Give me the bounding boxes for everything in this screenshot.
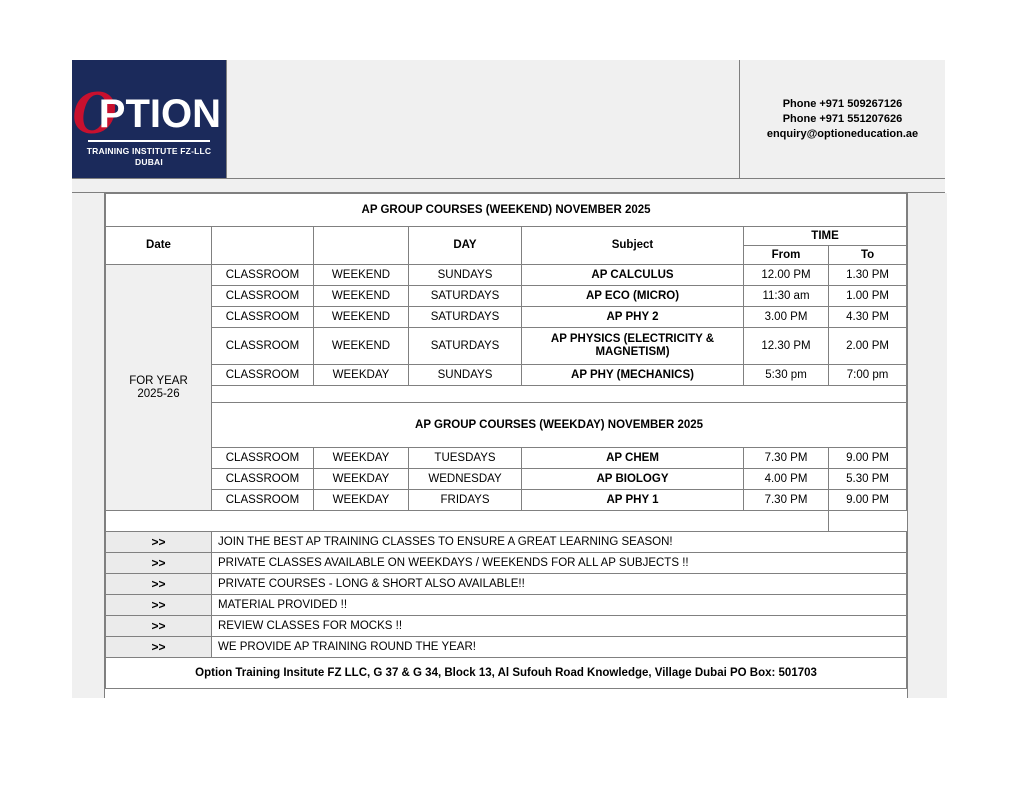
table-row: [106, 307, 907, 328]
cell-to: 2.00 PM: [829, 328, 907, 365]
table-row: [106, 328, 907, 365]
date-value-line2: 2025-26: [137, 387, 180, 400]
cell-subject: AP CHEM: [522, 448, 744, 469]
header-time-to: To: [829, 246, 907, 265]
cell-subject: AP PHYSICS (ELECTRICITY & MAGNETISM): [522, 328, 744, 365]
bullet-arrow-icon: >>: [106, 637, 212, 658]
cell-subject: AP BIOLOGY: [522, 469, 744, 490]
cell-day: SATURDAYS: [409, 328, 522, 365]
date-merged-cell: [106, 265, 212, 511]
cell-type: WEEKDAY: [314, 365, 409, 386]
cell-from: 11:30 am: [744, 286, 829, 307]
bullet-arrow-icon: >>: [106, 616, 212, 637]
header-mode: [212, 227, 314, 265]
cell-subject: AP PHY (MECHANICS): [522, 365, 744, 386]
cell-type: WEEKDAY: [314, 469, 409, 490]
weekday-title-row: [106, 403, 907, 448]
logo-text-ption: PTION: [98, 92, 222, 136]
header-day: DAY: [409, 227, 522, 265]
cell-mode: CLASSROOM: [212, 265, 314, 286]
header-spacer-strip: [72, 179, 945, 193]
header-time-from: From: [744, 246, 829, 265]
header-time: TIME: [744, 227, 907, 246]
document-header: [72, 60, 945, 179]
cell-type: WEEKEND: [314, 307, 409, 328]
cell-day: TUESDAYS: [409, 448, 522, 469]
header-blank-area: [227, 60, 740, 178]
list-item: [106, 532, 907, 553]
cell-mode: CLASSROOM: [212, 490, 314, 511]
list-item: [106, 553, 907, 574]
column-header-row: [106, 227, 907, 246]
cell-day: FRIDAYS: [409, 490, 522, 511]
contact-phone-2: Phone +971 551207626: [782, 112, 903, 125]
cell-to: 4.30 PM: [829, 307, 907, 328]
cell-day: WEDNESDAY: [409, 469, 522, 490]
cell-subject: AP PHY 2: [522, 307, 744, 328]
cell-from: 12.00 PM: [744, 265, 829, 286]
notes-spacer-cell: [106, 511, 829, 532]
table-row: [106, 265, 907, 286]
cell-subject: AP CALCULUS: [522, 265, 744, 286]
logo-wordmark: [72, 74, 226, 147]
table-row: [106, 448, 907, 469]
logo-initial-o: O: [72, 79, 115, 147]
cell-to: 9.00 PM: [829, 490, 907, 511]
cell-from: 12.30 PM: [744, 328, 829, 365]
cell-to: 1.30 PM: [829, 265, 907, 286]
cell-day: SATURDAYS: [409, 286, 522, 307]
right-margin-column: [907, 193, 947, 698]
table-row: [106, 365, 907, 386]
list-item: [106, 595, 907, 616]
cell-mode: CLASSROOM: [212, 469, 314, 490]
cell-to: 1.00 PM: [829, 286, 907, 307]
contact-email: enquiry@optioneducation.ae: [766, 127, 919, 140]
notes-spacer-row: [106, 511, 907, 532]
bullet-arrow-icon: >>: [106, 553, 212, 574]
weekday-title: AP GROUP COURSES (WEEKDAY) NOVEMBER 2025: [212, 403, 907, 448]
bullet-arrow-icon: >>: [106, 574, 212, 595]
cell-mode: CLASSROOM: [212, 307, 314, 328]
bullet-text: PRIVATE CLASSES AVAILABLE ON WEEKDAYS / WEEKENDS FOR ALL AP SUBJECTS !!: [212, 553, 907, 574]
cell-from: 3.00 PM: [744, 307, 829, 328]
cell-day: SATURDAYS: [409, 307, 522, 328]
document-body: [72, 193, 945, 698]
footer-address: Option Training Insitute FZ LLC, G 37 & G 34, Block 13, Al Sufouh Road Knowledge, Village Dubai PO Box: 501703: [106, 658, 907, 689]
bullet-text: JOIN THE BEST AP TRAINING CLASSES TO ENSURE A GREAT LEARNING SEASON!: [212, 532, 907, 553]
schedule-sheet: [105, 193, 907, 698]
cell-mode: CLASSROOM: [212, 328, 314, 365]
logo-subtitle-line2: DUBAI: [135, 157, 163, 167]
company-logo: [72, 60, 227, 178]
bullet-text: MATERIAL PROVIDED !!: [212, 595, 907, 616]
cell-mode: CLASSROOM: [212, 448, 314, 469]
contact-phone-1: Phone +971 509267126: [782, 97, 903, 110]
cell-type: WEEKEND: [314, 286, 409, 307]
cell-mode: CLASSROOM: [212, 286, 314, 307]
cell-from: 5:30 pm: [744, 365, 829, 386]
table-spacer-row: [106, 386, 907, 403]
bullet-text: WE PROVIDE AP TRAINING ROUND THE YEAR!: [212, 637, 907, 658]
footer-address-row: [106, 658, 907, 689]
cell-to: 9.00 PM: [829, 448, 907, 469]
left-margin-column: [72, 193, 105, 698]
bullet-arrow-icon: >>: [106, 595, 212, 616]
header-subject: Subject: [522, 227, 744, 265]
weekend-title: AP GROUP COURSES (WEEKEND) NOVEMBER 2025: [106, 194, 907, 227]
logo-subtitle-line1: TRAINING INSTITUTE FZ-LLC: [86, 146, 212, 156]
header-date: Date: [106, 227, 212, 265]
cell-type: WEEKDAY: [314, 490, 409, 511]
list-item: [106, 616, 907, 637]
bullet-text: REVIEW CLASSES FOR MOCKS !!: [212, 616, 907, 637]
cell-mode: CLASSROOM: [212, 365, 314, 386]
cell-type: WEEKEND: [314, 265, 409, 286]
table-row: [106, 469, 907, 490]
list-item: [106, 574, 907, 595]
table-row: [106, 490, 907, 511]
cell-subject: AP PHY 1: [522, 490, 744, 511]
cell-day: SUNDAYS: [409, 265, 522, 286]
cell-to: 5.30 PM: [829, 469, 907, 490]
cell-from: 7.30 PM: [744, 448, 829, 469]
header-type: [314, 227, 409, 265]
contact-info-block: [740, 60, 945, 178]
weekend-title-row: [106, 194, 907, 227]
cell-type: WEEKEND: [314, 328, 409, 365]
cell-subject: AP ECO (MICRO): [522, 286, 744, 307]
bullet-arrow-icon: >>: [106, 532, 212, 553]
cell-type: WEEKDAY: [314, 448, 409, 469]
list-item: [106, 637, 907, 658]
cell-from: 4.00 PM: [744, 469, 829, 490]
spacer-cell: [212, 386, 907, 403]
cell-day: SUNDAYS: [409, 365, 522, 386]
bullet-text: PRIVATE COURSES - LONG & SHORT ALSO AVAILABLE!!: [212, 574, 907, 595]
date-value-line1: FOR YEAR: [129, 374, 188, 387]
table-row: [106, 286, 907, 307]
schedule-table: [105, 193, 907, 689]
cell-to: 7:00 pm: [829, 365, 907, 386]
cell-from: 7.30 PM: [744, 490, 829, 511]
